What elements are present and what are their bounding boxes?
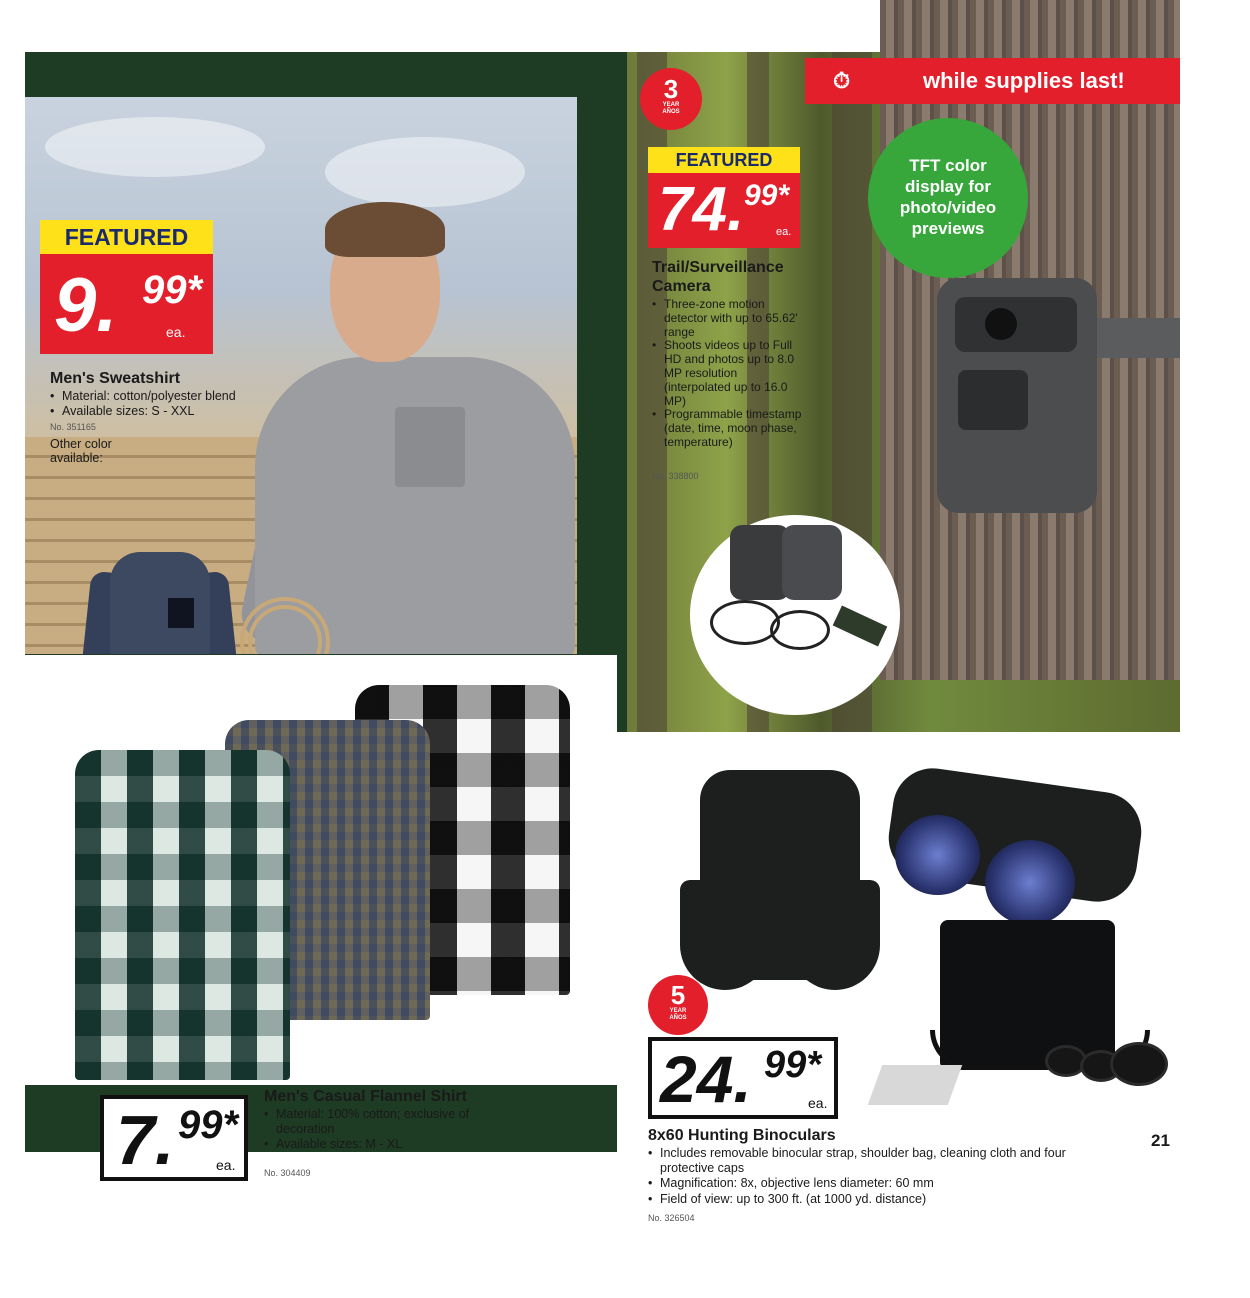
alt-color-sweater-image bbox=[80, 552, 240, 654]
warranty-label: AÑOS bbox=[662, 109, 680, 115]
stopwatch-icon: ⏱ bbox=[833, 68, 851, 93]
sweatshirt-pocket-shape bbox=[395, 407, 465, 487]
while-supplies-last-banner bbox=[805, 58, 1180, 104]
camera-title: Trail/Surveillance Camera bbox=[652, 259, 784, 295]
bullet-item: • Magnification: 8x, objective lens diameter: 60 mm bbox=[648, 1176, 1068, 1191]
camera-price-cents: 99* bbox=[744, 179, 790, 212]
camera-item-number: No. 338800 bbox=[652, 471, 699, 481]
binoculars-warranty-seal bbox=[648, 975, 708, 1035]
binoculars-title: 8x60 Hunting Binoculars bbox=[648, 1127, 836, 1144]
bullet-item: • Three-zone motion detector with up to 65.62' range bbox=[652, 298, 807, 339]
binoculars-price-whole: 24. bbox=[660, 1042, 752, 1116]
green-plaid-shirt-image bbox=[75, 750, 290, 1080]
sweatshirt-bullets bbox=[50, 389, 260, 419]
binoculars-bullets bbox=[648, 1146, 1068, 1207]
bullet-item: • Field of view: up to 300 ft. (at 1000 yd. distance) bbox=[648, 1192, 1068, 1207]
green-background-strip bbox=[617, 52, 627, 732]
sweatshirt-featured-tag: FEATURED bbox=[40, 220, 213, 254]
flannel-price-box bbox=[100, 1095, 248, 1181]
banner-text: while supplies last! bbox=[923, 68, 1125, 93]
sweatshirt-price-box bbox=[40, 254, 213, 354]
man-hair-shape bbox=[325, 202, 445, 257]
sweatshirt-price-whole: 9. bbox=[54, 263, 118, 348]
bullet-item: • Available sizes: S - XXL bbox=[50, 404, 260, 419]
camera-price-whole: 74. bbox=[658, 175, 745, 244]
flannel-title: Men's Casual Flannel Shirt bbox=[264, 1088, 467, 1105]
display-callout-burst bbox=[868, 118, 1028, 278]
binocular-lens-icon bbox=[895, 815, 980, 895]
flannel-item-number: No. 304409 bbox=[264, 1168, 311, 1178]
sweatshirt-title: Men's Sweatshirt bbox=[50, 370, 181, 387]
flannel-price-whole: 7. bbox=[116, 1101, 175, 1179]
camera-warranty-seal bbox=[640, 68, 702, 130]
sweatshirt-item-number: No. 351165 bbox=[50, 422, 96, 432]
bullet-item: • Includes removable binocular strap, shoulder bag, cleaning cloth and four protective caps bbox=[648, 1146, 1068, 1176]
warranty-label: YEAR bbox=[669, 1008, 687, 1014]
warranty-years: 5 bbox=[670, 980, 686, 1010]
cloud-shape bbox=[45, 117, 265, 177]
display-callout-text: TFT color display for photo/video previews bbox=[899, 156, 997, 238]
cleaning-cloth-image bbox=[868, 1065, 963, 1105]
warranty-years: 3 bbox=[663, 74, 679, 104]
flannel-bullets bbox=[264, 1107, 514, 1153]
camera-price-box bbox=[648, 173, 800, 248]
camera-lens-icon bbox=[985, 308, 1017, 340]
bullet-item: • Shoots videos up to Full HD and photos up to 8.0 MP resolution (interpolated up to 16.0 MP) bbox=[652, 339, 807, 408]
binocular-lens-icon bbox=[985, 840, 1075, 925]
camera-strap-shape bbox=[1085, 318, 1180, 358]
bullet-item: • Available sizes: M - XL bbox=[264, 1137, 514, 1152]
warranty-label: YEAR bbox=[662, 102, 680, 108]
bullet-item: • Material: 100% cotton; exclusive of decoration bbox=[264, 1107, 514, 1137]
camera-featured-tag: FEATURED bbox=[648, 147, 800, 173]
binoculars-barrel-right bbox=[790, 880, 880, 990]
sweatshirt-price-cents: 99* bbox=[142, 268, 203, 312]
flannel-price-cents: 99* bbox=[178, 1103, 239, 1147]
bullet-item: • Material: cotton/polyester blend bbox=[50, 389, 260, 404]
camera-accessories-image bbox=[690, 515, 900, 715]
binoculars-item-number: No. 326504 bbox=[648, 1213, 695, 1223]
camera-bullets bbox=[652, 298, 807, 450]
flannel-photo bbox=[25, 655, 617, 1085]
bullet-item: • Programmable timestamp (date, time, moon phase, temperature) bbox=[652, 408, 807, 449]
lens-cap-image bbox=[1110, 1042, 1168, 1086]
camera-sensor-panel bbox=[958, 370, 1028, 430]
binoculars-barrel-left bbox=[680, 880, 770, 990]
camera-price-unit: ea. bbox=[776, 226, 792, 238]
cloud-shape bbox=[325, 137, 525, 207]
sweatshirt-price-unit: ea. bbox=[166, 324, 186, 340]
binoculars-price-cents: 99* bbox=[764, 1044, 822, 1086]
page-number: 21 bbox=[1151, 1131, 1170, 1150]
binoculars-price-unit: ea. bbox=[808, 1095, 828, 1111]
other-color-label: Other color available: bbox=[50, 437, 112, 465]
binoculars-price-box bbox=[648, 1037, 838, 1119]
warranty-label: AÑOS bbox=[669, 1015, 687, 1021]
flannel-price-unit: ea. bbox=[216, 1157, 236, 1173]
